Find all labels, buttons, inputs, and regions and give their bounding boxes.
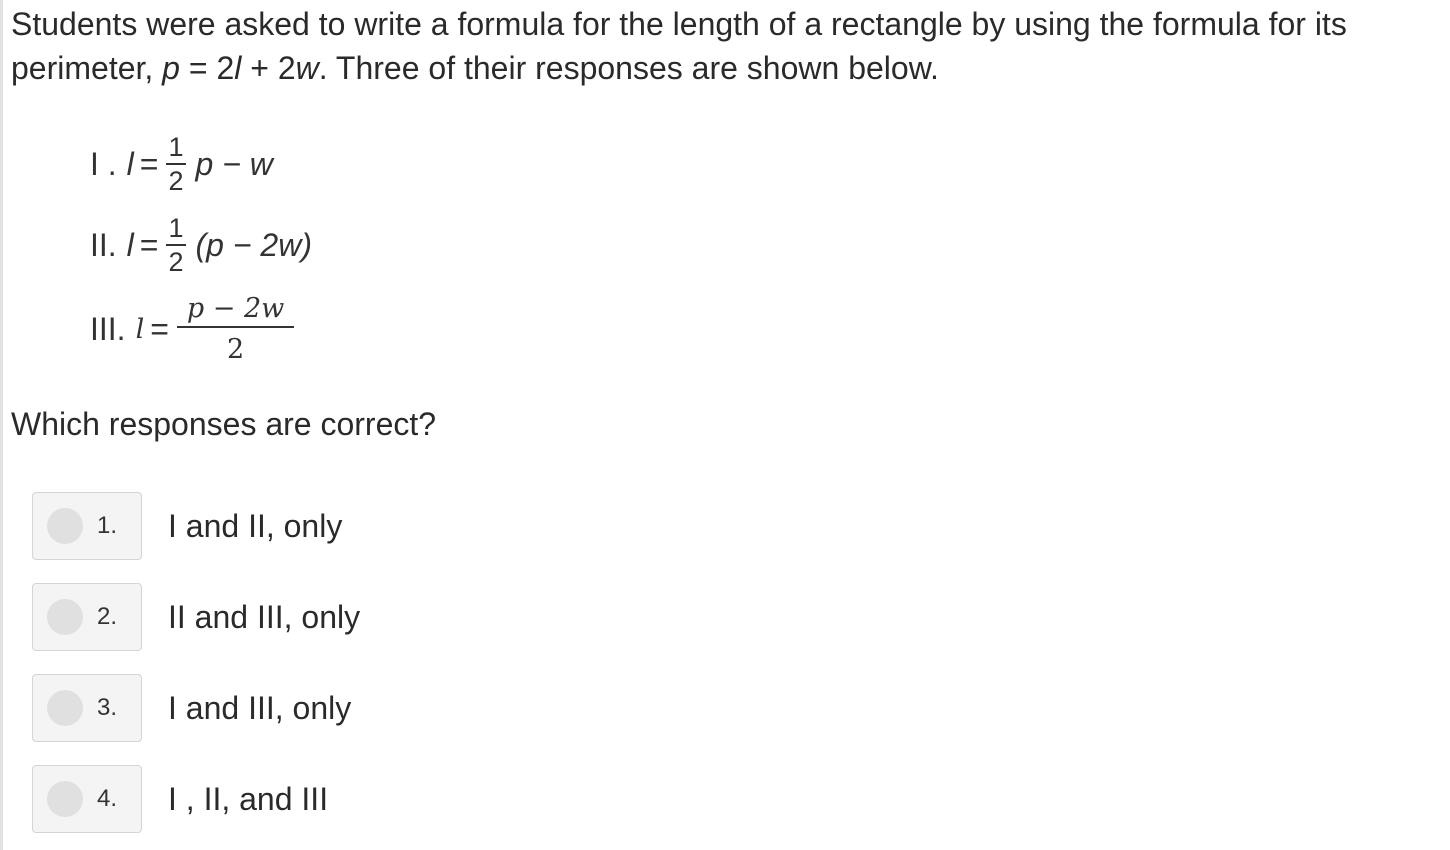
- question-prompt: Which responses are correct?: [11, 406, 437, 442]
- response-label: II.: [90, 226, 117, 263]
- choice-selector[interactable]: [32, 674, 142, 742]
- response-var: l: [126, 226, 134, 263]
- fraction-numerator: 1: [168, 131, 184, 162]
- choice-selector[interactable]: [32, 583, 142, 651]
- fraction: [177, 295, 294, 363]
- response-var: l: [126, 145, 134, 182]
- choice-number: 4.: [97, 785, 118, 812]
- fraction: [166, 131, 185, 196]
- fraction-numerator: 1: [168, 212, 184, 243]
- stem-eq-a: = 2: [188, 50, 235, 86]
- var-w: w: [295, 50, 319, 86]
- stem-text-end: . Three of their responses are shown below.: [318, 50, 939, 86]
- left-border: [0, 0, 3, 850]
- stem-eq-b: + 2: [250, 50, 296, 86]
- choice-text[interactable]: I and II, only: [168, 507, 343, 544]
- fraction-denominator: 2: [168, 165, 184, 196]
- choice-selector[interactable]: [32, 492, 142, 560]
- choice-text[interactable]: I , II, and III: [168, 780, 329, 817]
- radio-button[interactable]: [47, 599, 83, 635]
- choice-text[interactable]: II and III, only: [168, 598, 361, 635]
- response-var: l: [135, 313, 145, 345]
- response-tail: p − w: [195, 145, 273, 182]
- stem-text: Students were asked to write a formula for the length of a rectangle by using the formula for its perimeter,: [11, 6, 1347, 86]
- var-p: p: [162, 50, 180, 86]
- response-1: [90, 126, 273, 202]
- response-label: I .: [90, 145, 117, 182]
- fraction-numerator: p − 2w: [186, 293, 285, 324]
- answer-choice-3[interactable]: [32, 672, 1412, 744]
- response-tail: (p − 2w): [195, 226, 312, 263]
- fraction: [166, 212, 185, 277]
- choice-number: 3.: [97, 694, 118, 721]
- answer-choice-2[interactable]: [32, 581, 1412, 653]
- radio-button[interactable]: [47, 508, 83, 544]
- response-3: [90, 289, 304, 369]
- fraction-denominator: 2: [168, 246, 184, 277]
- answer-choice-1[interactable]: [32, 490, 1412, 562]
- choice-selector[interactable]: [32, 765, 142, 833]
- question-stem: [11, 2, 1441, 90]
- response-equals: =: [150, 310, 169, 347]
- choice-number: 1.: [97, 512, 118, 539]
- choice-text[interactable]: I and III, only: [168, 689, 352, 726]
- radio-button[interactable]: [47, 690, 83, 726]
- var-l: l: [234, 50, 242, 86]
- response-equals: =: [139, 226, 159, 263]
- fraction-denominator: 2: [226, 334, 245, 365]
- answer-choice-4[interactable]: [32, 763, 1412, 835]
- radio-button[interactable]: [47, 781, 83, 817]
- response-2: [90, 207, 312, 283]
- response-label: III.: [90, 310, 126, 347]
- choice-number: 2.: [97, 603, 118, 630]
- response-equals: =: [139, 145, 159, 182]
